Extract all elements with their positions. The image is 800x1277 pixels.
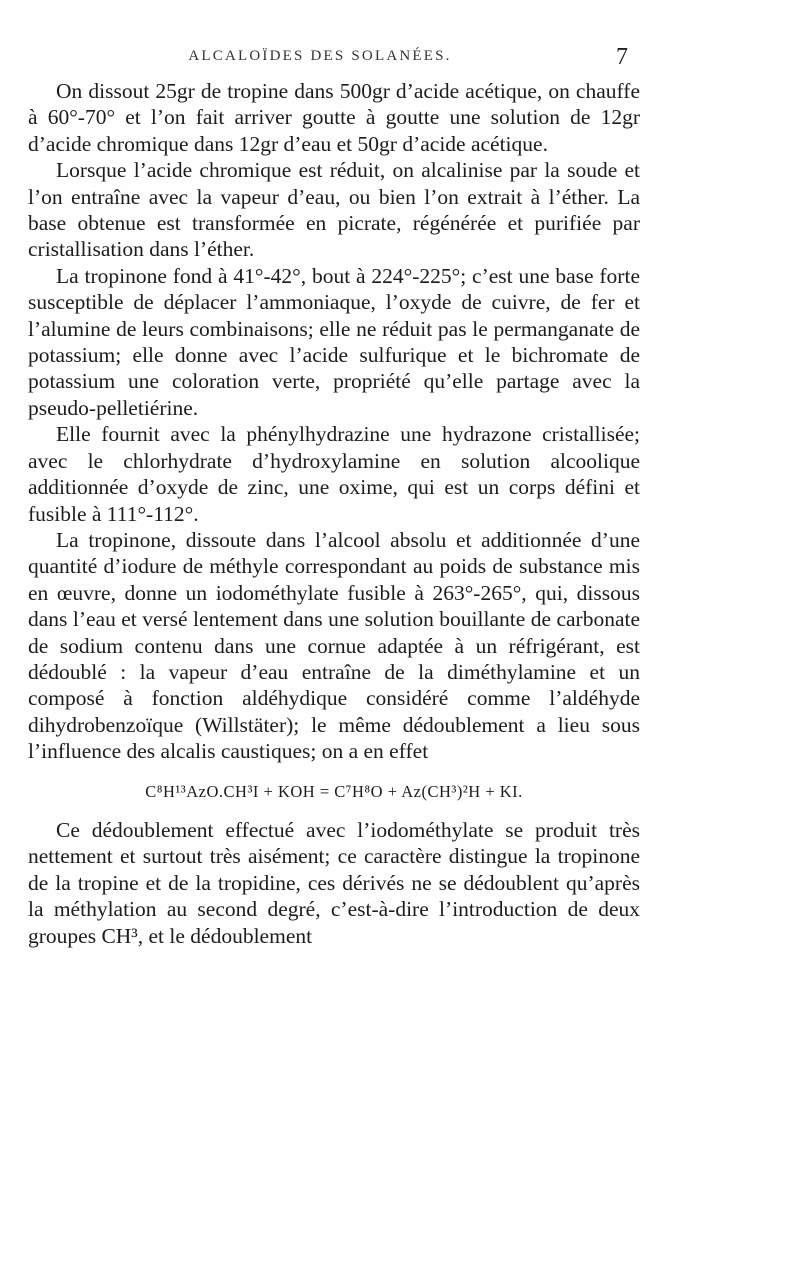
paragraph-extraction: Lorsque l’acide chromique est réduit, on alcalinise par la soude et l’on entraîne avec la vapeur d’eau, ou bien l’on extrait à l’éther. La base obtenue est transformée en picrate, régénérée et purifiée par cristallisation dans l’éther.: [28, 158, 640, 262]
page-number: 7: [616, 44, 628, 70]
paragraph-preparation: On dissout 25gr de tropine dans 500gr d’acide acétique, on chauffe à 60°-70° et l’on fait arriver goutte à goutte une solution de 12gr d’acide chromique dans 12gr d’eau et 50gr d’acide acétique.: [28, 79, 640, 156]
body-text: [28, 78, 640, 949]
paragraph-properties: La tropinone fond à 41°-42°, bout à 224°-225°; c’est une base forte susceptible de déplacer l’ammoniaque, l’oxyde de cuivre, de fer et l’alumine de leurs combinaisons; elle ne réduit pas le permanganate de potassium; elle donne avec l’acide sulfurique et le bichromate de potassium une coloration verte, propriété qu’elle partage avec la pseudo-pelletiérine.: [28, 263, 640, 420]
paragraph-iodomethylate: La tropinone, dissoute dans l’alcool absolu et additionnée d’une quantité d’iodure de méthyle correspondant au poids de substance mis en œuvre, donne un iodométhylate fusible à 263°-265°, qui, dissous dans l’eau et versé lentement dans une solution bouillante de carbonate de sodium contenu dans une cornue adaptée à un réfrigérant, est dédoublé : la vapeur d’eau entraîne de la diméthylamine et un composé à fonction aldéhydique considéré comme l’aldéhyde dihydrobenzoïque (Willstäter); le même dédoublement a lieu sous l’influence des alcalis caustiques; on a en effet: [28, 527, 640, 764]
running-head: [0, 44, 800, 74]
paragraph-cleavage: Ce dédoublement effectué avec l’iodométhylate se produit très nettement et surtout très aisément; ce caractère distingue la tropinone de la tropine et de la tropidine, ces dérivés ne se dédoublent qu’après la méthylation au second degré, c’est-à-dire l’introduction de deux groupes CH³, et le dédoublement: [28, 817, 640, 948]
running-title: ALCALOÏDES DES SOLANÉES.: [188, 48, 452, 64]
paragraph-derivatives: Elle fournit avec la phénylhydrazine une hydrazone cristallisée; avec le chlorhydrate d’hydroxylamine en solution alcoolique additionnée d’oxyde de zinc, une oxime, qui est un corps défini et fusible à 111°-112°.: [28, 422, 640, 526]
chemical-equation: C⁸H¹³AzO.CH³I + KOH = C⁷H⁸O + Az(CH³)²H + KI.: [145, 781, 523, 801]
